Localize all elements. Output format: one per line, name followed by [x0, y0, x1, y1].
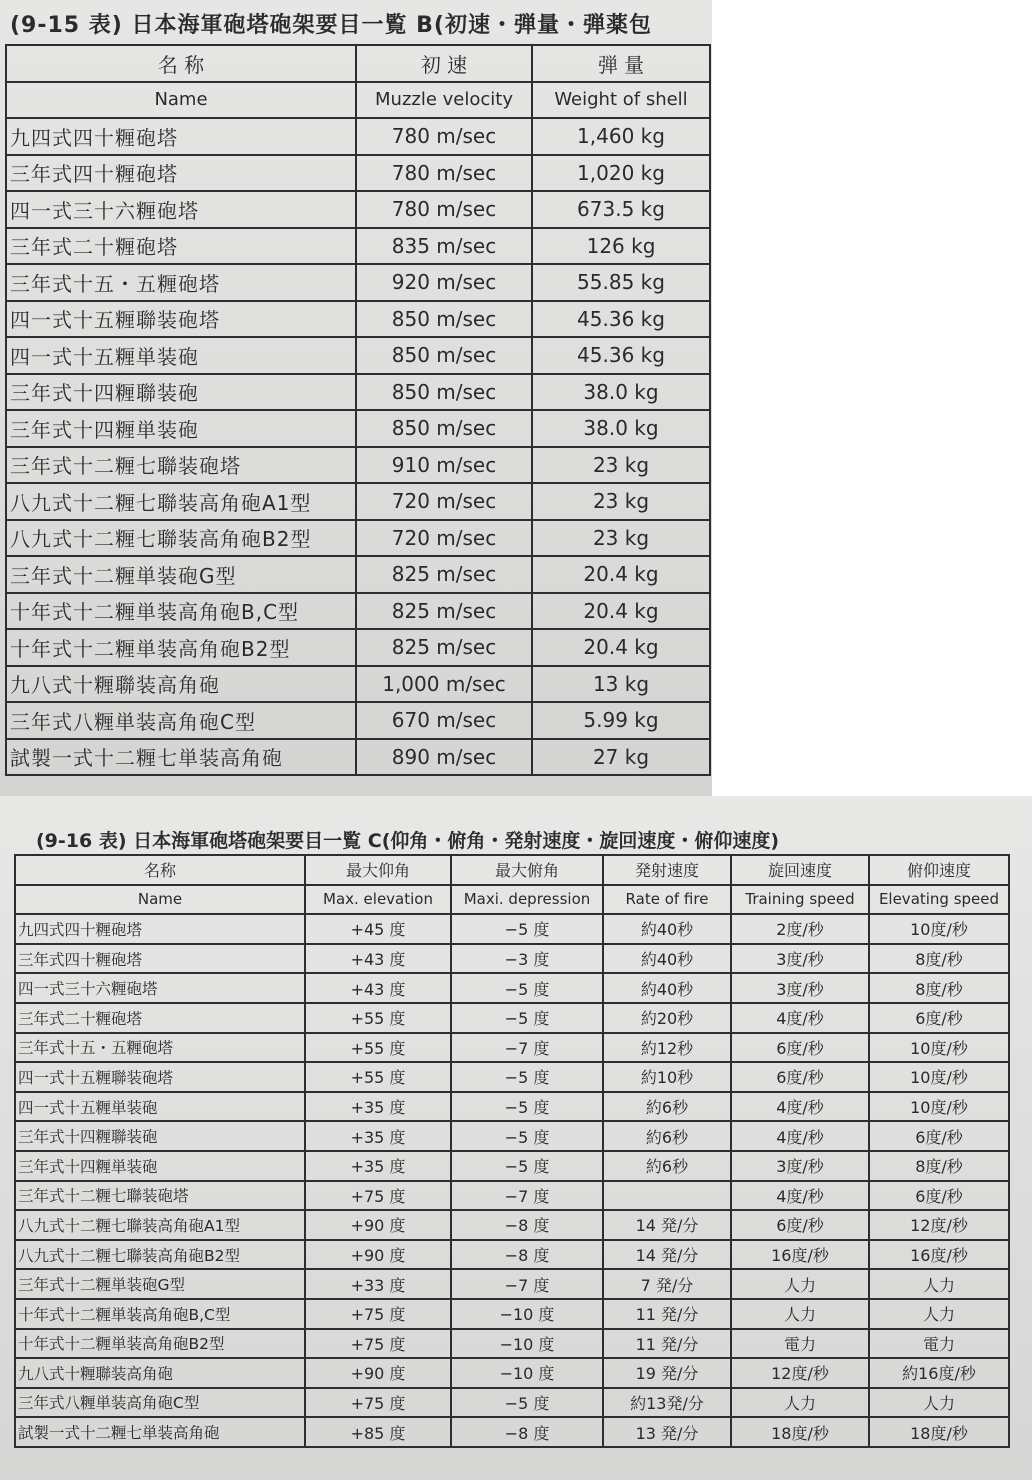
cell-max-depression: −8 度: [451, 1210, 603, 1240]
cell-name: 三年式二十糎砲塔: [6, 228, 356, 265]
cell-muzzle-velocity: 825 m/sec: [356, 556, 532, 593]
cell-shell-weight: 27 kg: [532, 739, 710, 776]
cell-training-speed: 16度/秒: [731, 1240, 869, 1270]
cell-max-depression: −7 度: [451, 1033, 603, 1063]
cell-max-elevation: +85 度: [305, 1417, 451, 1447]
cell-max-depression: −5 度: [451, 914, 603, 944]
cell-max-depression: −10 度: [451, 1329, 603, 1359]
cell-elevating-speed: 12度/秒: [869, 1210, 1009, 1240]
table-c-header-ja: [15, 855, 1009, 885]
table-row: [6, 520, 710, 557]
cell-name: 三年式十二糎単装砲G型: [15, 1269, 305, 1299]
cell-shell-weight: 23 kg: [532, 447, 710, 484]
header-velocity-ja: 初 速: [356, 45, 532, 82]
table-row: [15, 1092, 1009, 1122]
cell-elevating-speed: 人力: [869, 1299, 1009, 1329]
cell-training-speed: 3度/秒: [731, 1151, 869, 1181]
cell-elevating-speed: 10度/秒: [869, 1062, 1009, 1092]
cell-elevating-speed: 10度/秒: [869, 914, 1009, 944]
table-row: [15, 1062, 1009, 1092]
cell-max-elevation: +75 度: [305, 1299, 451, 1329]
cell-name: 三年式十二糎七聯装砲塔: [15, 1181, 305, 1211]
table-b-photo: [0, 0, 712, 796]
table-row: [6, 702, 710, 739]
table-row: [15, 973, 1009, 1003]
cell-max-elevation: +90 度: [305, 1358, 451, 1388]
cell-rate-of-fire: [603, 1181, 731, 1211]
cell-muzzle-velocity: 720 m/sec: [356, 520, 532, 557]
cell-shell-weight: 20.4 kg: [532, 593, 710, 630]
cell-training-speed: 2度/秒: [731, 914, 869, 944]
cell-muzzle-velocity: 780 m/sec: [356, 118, 532, 155]
table-row: [6, 228, 710, 265]
cell-name: 三年式八糎単装高角砲C型: [6, 702, 356, 739]
header-max-depression-en: Maxi. depression: [451, 885, 603, 915]
table-row: [15, 944, 1009, 974]
cell-training-speed: 人力: [731, 1299, 869, 1329]
header-name-en: Name: [6, 82, 356, 119]
table-row: [15, 1269, 1009, 1299]
cell-shell-weight: 38.0 kg: [532, 410, 710, 447]
cell-elevating-speed: 8度/秒: [869, 973, 1009, 1003]
header-weight-en: Weight of shell: [532, 82, 710, 119]
table-b-header-ja: [6, 45, 710, 82]
cell-max-depression: −5 度: [451, 1121, 603, 1151]
header-training-speed-en: Training speed: [731, 885, 869, 915]
cell-max-depression: −10 度: [451, 1299, 603, 1329]
table-b-title: (9-15 表) 日本海軍砲塔砲架要目一覧 B(初速・弾量・弾薬包: [10, 13, 652, 38]
cell-max-elevation: +55 度: [305, 1033, 451, 1063]
table-row: [6, 155, 710, 192]
table-row: [6, 447, 710, 484]
header-name-ja: 名称: [15, 855, 305, 885]
cell-elevating-speed: 6度/秒: [869, 1181, 1009, 1211]
table-c-header-en: [15, 885, 1009, 915]
cell-max-elevation: +75 度: [305, 1329, 451, 1359]
cell-muzzle-velocity: 920 m/sec: [356, 264, 532, 301]
cell-rate-of-fire: 13 発/分: [603, 1417, 731, 1447]
cell-max-depression: −8 度: [451, 1240, 603, 1270]
cell-rate-of-fire: 約40秒: [603, 973, 731, 1003]
cell-name: 四一式十五糎単装砲: [6, 337, 356, 374]
cell-training-speed: 4度/秒: [731, 1092, 869, 1122]
header-weight-ja: 弾 量: [532, 45, 710, 82]
cell-elevating-speed: 8度/秒: [869, 944, 1009, 974]
header-rate-of-fire-ja: 発射速度: [603, 855, 731, 885]
cell-shell-weight: 55.85 kg: [532, 264, 710, 301]
cell-max-elevation: +35 度: [305, 1121, 451, 1151]
table-row: [6, 191, 710, 228]
cell-max-depression: −5 度: [451, 1388, 603, 1418]
cell-name: 三年式十二糎単装砲G型: [6, 556, 356, 593]
header-name-en: Name: [15, 885, 305, 915]
cell-shell-weight: 5.99 kg: [532, 702, 710, 739]
cell-training-speed: 18度/秒: [731, 1417, 869, 1447]
table-row: [6, 337, 710, 374]
cell-max-depression: −5 度: [451, 1092, 603, 1122]
header-max-elevation-ja: 最大仰角: [305, 855, 451, 885]
cell-rate-of-fire: 14 発/分: [603, 1210, 731, 1240]
cell-name: 三年式十四糎聯装砲: [6, 374, 356, 411]
cell-max-elevation: +75 度: [305, 1181, 451, 1211]
cell-elevating-speed: 8度/秒: [869, 1151, 1009, 1181]
cell-max-elevation: +45 度: [305, 914, 451, 944]
cell-muzzle-velocity: 780 m/sec: [356, 191, 532, 228]
table-c: [14, 854, 1010, 1448]
table-row: [15, 1358, 1009, 1388]
cell-muzzle-velocity: 890 m/sec: [356, 739, 532, 776]
cell-muzzle-velocity: 780 m/sec: [356, 155, 532, 192]
header-max-depression-ja: 最大俯角: [451, 855, 603, 885]
table-row: [15, 1003, 1009, 1033]
header-max-elevation-en: Max. elevation: [305, 885, 451, 915]
cell-max-depression: −5 度: [451, 973, 603, 1003]
table-row: [15, 1181, 1009, 1211]
table-row: [6, 374, 710, 411]
header-elevating-speed-en: Elevating speed: [869, 885, 1009, 915]
cell-muzzle-velocity: 825 m/sec: [356, 629, 532, 666]
cell-shell-weight: 23 kg: [532, 520, 710, 557]
table-row: [6, 264, 710, 301]
cell-name: 三年式四十糎砲塔: [15, 944, 305, 974]
cell-name: 三年式二十糎砲塔: [15, 1003, 305, 1033]
cell-muzzle-velocity: 910 m/sec: [356, 447, 532, 484]
cell-max-depression: −5 度: [451, 1151, 603, 1181]
table-row: [6, 410, 710, 447]
header-velocity-en: Muzzle velocity: [356, 82, 532, 119]
cell-training-speed: 電力: [731, 1329, 869, 1359]
cell-name: 三年式十四糎単装砲: [6, 410, 356, 447]
cell-shell-weight: 23 kg: [532, 483, 710, 520]
table-row: [6, 118, 710, 155]
cell-name: 四一式十五糎聯装砲塔: [15, 1062, 305, 1092]
table-row: [6, 556, 710, 593]
cell-rate-of-fire: 約40秒: [603, 914, 731, 944]
cell-name: 八九式十二糎七聯装高角砲B2型: [15, 1240, 305, 1270]
table-row: [6, 593, 710, 630]
table-row: [15, 914, 1009, 944]
cell-muzzle-velocity: 850 m/sec: [356, 374, 532, 411]
cell-elevating-speed: 約16度/秒: [869, 1358, 1009, 1388]
cell-training-speed: 4度/秒: [731, 1121, 869, 1151]
table-row: [6, 483, 710, 520]
cell-name: 十年式十二糎単装高角砲B2型: [6, 629, 356, 666]
cell-max-depression: −7 度: [451, 1269, 603, 1299]
cell-shell-weight: 20.4 kg: [532, 556, 710, 593]
cell-rate-of-fire: 11 発/分: [603, 1299, 731, 1329]
cell-max-depression: −10 度: [451, 1358, 603, 1388]
cell-max-elevation: +90 度: [305, 1210, 451, 1240]
cell-name: 九四式四十糎砲塔: [15, 914, 305, 944]
cell-elevating-speed: 16度/秒: [869, 1240, 1009, 1270]
cell-muzzle-velocity: 850 m/sec: [356, 410, 532, 447]
cell-shell-weight: 20.4 kg: [532, 629, 710, 666]
header-name-ja: 名 称: [6, 45, 356, 82]
cell-rate-of-fire: 約20秒: [603, 1003, 731, 1033]
cell-max-depression: −7 度: [451, 1181, 603, 1211]
cell-max-elevation: +43 度: [305, 944, 451, 974]
cell-rate-of-fire: 約40秒: [603, 944, 731, 974]
cell-shell-weight: 1,460 kg: [532, 118, 710, 155]
cell-name: 三年式十二糎七聯装砲塔: [6, 447, 356, 484]
cell-name: 三年式十五・五糎砲塔: [6, 264, 356, 301]
cell-name: 九八式十糎聯装高角砲: [15, 1358, 305, 1388]
cell-name: 四一式十五糎聯装砲塔: [6, 301, 356, 338]
cell-max-elevation: +33 度: [305, 1269, 451, 1299]
cell-shell-weight: 38.0 kg: [532, 374, 710, 411]
cell-max-elevation: +35 度: [305, 1151, 451, 1181]
table-row: [15, 1210, 1009, 1240]
table-c-photo: [0, 796, 1032, 1480]
cell-name: 十年式十二糎単装高角砲B,C型: [6, 593, 356, 630]
table-row: [15, 1329, 1009, 1359]
table-row: [15, 1151, 1009, 1181]
cell-elevating-speed: 6度/秒: [869, 1121, 1009, 1151]
cell-name: 三年式十五・五糎砲塔: [15, 1033, 305, 1063]
cell-rate-of-fire: 約6秒: [603, 1092, 731, 1122]
cell-name: 試製一式十二糎七単装高角砲: [15, 1417, 305, 1447]
cell-max-elevation: +55 度: [305, 1003, 451, 1033]
cell-name: 八九式十二糎七聯装高角砲A1型: [6, 483, 356, 520]
cell-name: 三年式四十糎砲塔: [6, 155, 356, 192]
cell-name: 三年式十四糎単装砲: [15, 1151, 305, 1181]
cell-name: 十年式十二糎単装高角砲B,C型: [15, 1299, 305, 1329]
cell-training-speed: 3度/秒: [731, 973, 869, 1003]
cell-muzzle-velocity: 835 m/sec: [356, 228, 532, 265]
cell-shell-weight: 45.36 kg: [532, 301, 710, 338]
cell-max-elevation: +75 度: [305, 1388, 451, 1418]
table-c-title: (9-16 表) 日本海軍砲塔砲架要目一覧 C(仰角・俯角・発射速度・旋回速度・俯仰速度): [36, 830, 780, 852]
cell-training-speed: 4度/秒: [731, 1181, 869, 1211]
cell-elevating-speed: 電力: [869, 1329, 1009, 1359]
cell-training-speed: 4度/秒: [731, 1003, 869, 1033]
cell-muzzle-velocity: 670 m/sec: [356, 702, 532, 739]
table-row: [6, 666, 710, 703]
cell-elevating-speed: 18度/秒: [869, 1417, 1009, 1447]
table-row: [15, 1417, 1009, 1447]
cell-rate-of-fire: 約6秒: [603, 1121, 731, 1151]
header-elevating-speed-ja: 俯仰速度: [869, 855, 1009, 885]
cell-training-speed: 6度/秒: [731, 1062, 869, 1092]
cell-name: 三年式十四糎聯装砲: [15, 1121, 305, 1151]
cell-name: 八九式十二糎七聯装高角砲A1型: [15, 1210, 305, 1240]
cell-name: 十年式十二糎単装高角砲B2型: [15, 1329, 305, 1359]
cell-muzzle-velocity: 850 m/sec: [356, 337, 532, 374]
cell-max-elevation: +90 度: [305, 1240, 451, 1270]
cell-training-speed: 6度/秒: [731, 1210, 869, 1240]
header-training-speed-ja: 旋回速度: [731, 855, 869, 885]
cell-max-elevation: +43 度: [305, 973, 451, 1003]
cell-name: 試製一式十二糎七単装高角砲: [6, 739, 356, 776]
cell-shell-weight: 13 kg: [532, 666, 710, 703]
cell-rate-of-fire: 19 発/分: [603, 1358, 731, 1388]
cell-max-depression: −8 度: [451, 1417, 603, 1447]
cell-name: 九四式四十糎砲塔: [6, 118, 356, 155]
cell-shell-weight: 673.5 kg: [532, 191, 710, 228]
cell-max-elevation: +55 度: [305, 1062, 451, 1092]
cell-max-elevation: +35 度: [305, 1092, 451, 1122]
cell-muzzle-velocity: 825 m/sec: [356, 593, 532, 630]
cell-rate-of-fire: 約10秒: [603, 1062, 731, 1092]
table-row: [15, 1299, 1009, 1329]
cell-elevating-speed: 人力: [869, 1388, 1009, 1418]
cell-max-depression: −5 度: [451, 1003, 603, 1033]
table-b-header-en: [6, 82, 710, 119]
table-row: [15, 1388, 1009, 1418]
table-row: [15, 1240, 1009, 1270]
cell-muzzle-velocity: 1,000 m/sec: [356, 666, 532, 703]
cell-shell-weight: 1,020 kg: [532, 155, 710, 192]
header-rate-of-fire-en: Rate of fire: [603, 885, 731, 915]
cell-muzzle-velocity: 720 m/sec: [356, 483, 532, 520]
table-row: [6, 629, 710, 666]
cell-training-speed: 人力: [731, 1388, 869, 1418]
table-row: [6, 301, 710, 338]
cell-max-depression: −5 度: [451, 1062, 603, 1092]
cell-name: 四一式三十六糎砲塔: [6, 191, 356, 228]
cell-training-speed: 12度/秒: [731, 1358, 869, 1388]
cell-name: 九八式十糎聯装高角砲: [6, 666, 356, 703]
cell-elevating-speed: 6度/秒: [869, 1003, 1009, 1033]
cell-rate-of-fire: 14 発/分: [603, 1240, 731, 1270]
table-b: [5, 44, 711, 776]
cell-name: 四一式十五糎単装砲: [15, 1092, 305, 1122]
cell-elevating-speed: 10度/秒: [869, 1033, 1009, 1063]
cell-max-depression: −3 度: [451, 944, 603, 974]
cell-name: 八九式十二糎七聯装高角砲B2型: [6, 520, 356, 557]
cell-rate-of-fire: 約13発/分: [603, 1388, 731, 1418]
cell-training-speed: 3度/秒: [731, 944, 869, 974]
cell-rate-of-fire: 約6秒: [603, 1151, 731, 1181]
cell-elevating-speed: 人力: [869, 1269, 1009, 1299]
table-row: [15, 1121, 1009, 1151]
table-row: [15, 1033, 1009, 1063]
cell-training-speed: 6度/秒: [731, 1033, 869, 1063]
cell-elevating-speed: 10度/秒: [869, 1092, 1009, 1122]
cell-name: 三年式八糎単装高角砲C型: [15, 1388, 305, 1418]
table-row: [6, 739, 710, 776]
cell-muzzle-velocity: 850 m/sec: [356, 301, 532, 338]
cell-rate-of-fire: 約12秒: [603, 1033, 731, 1063]
cell-name: 四一式三十六糎砲塔: [15, 973, 305, 1003]
cell-shell-weight: 126 kg: [532, 228, 710, 265]
cell-rate-of-fire: 11 発/分: [603, 1329, 731, 1359]
cell-rate-of-fire: 7 発/分: [603, 1269, 731, 1299]
cell-shell-weight: 45.36 kg: [532, 337, 710, 374]
cell-training-speed: 人力: [731, 1269, 869, 1299]
